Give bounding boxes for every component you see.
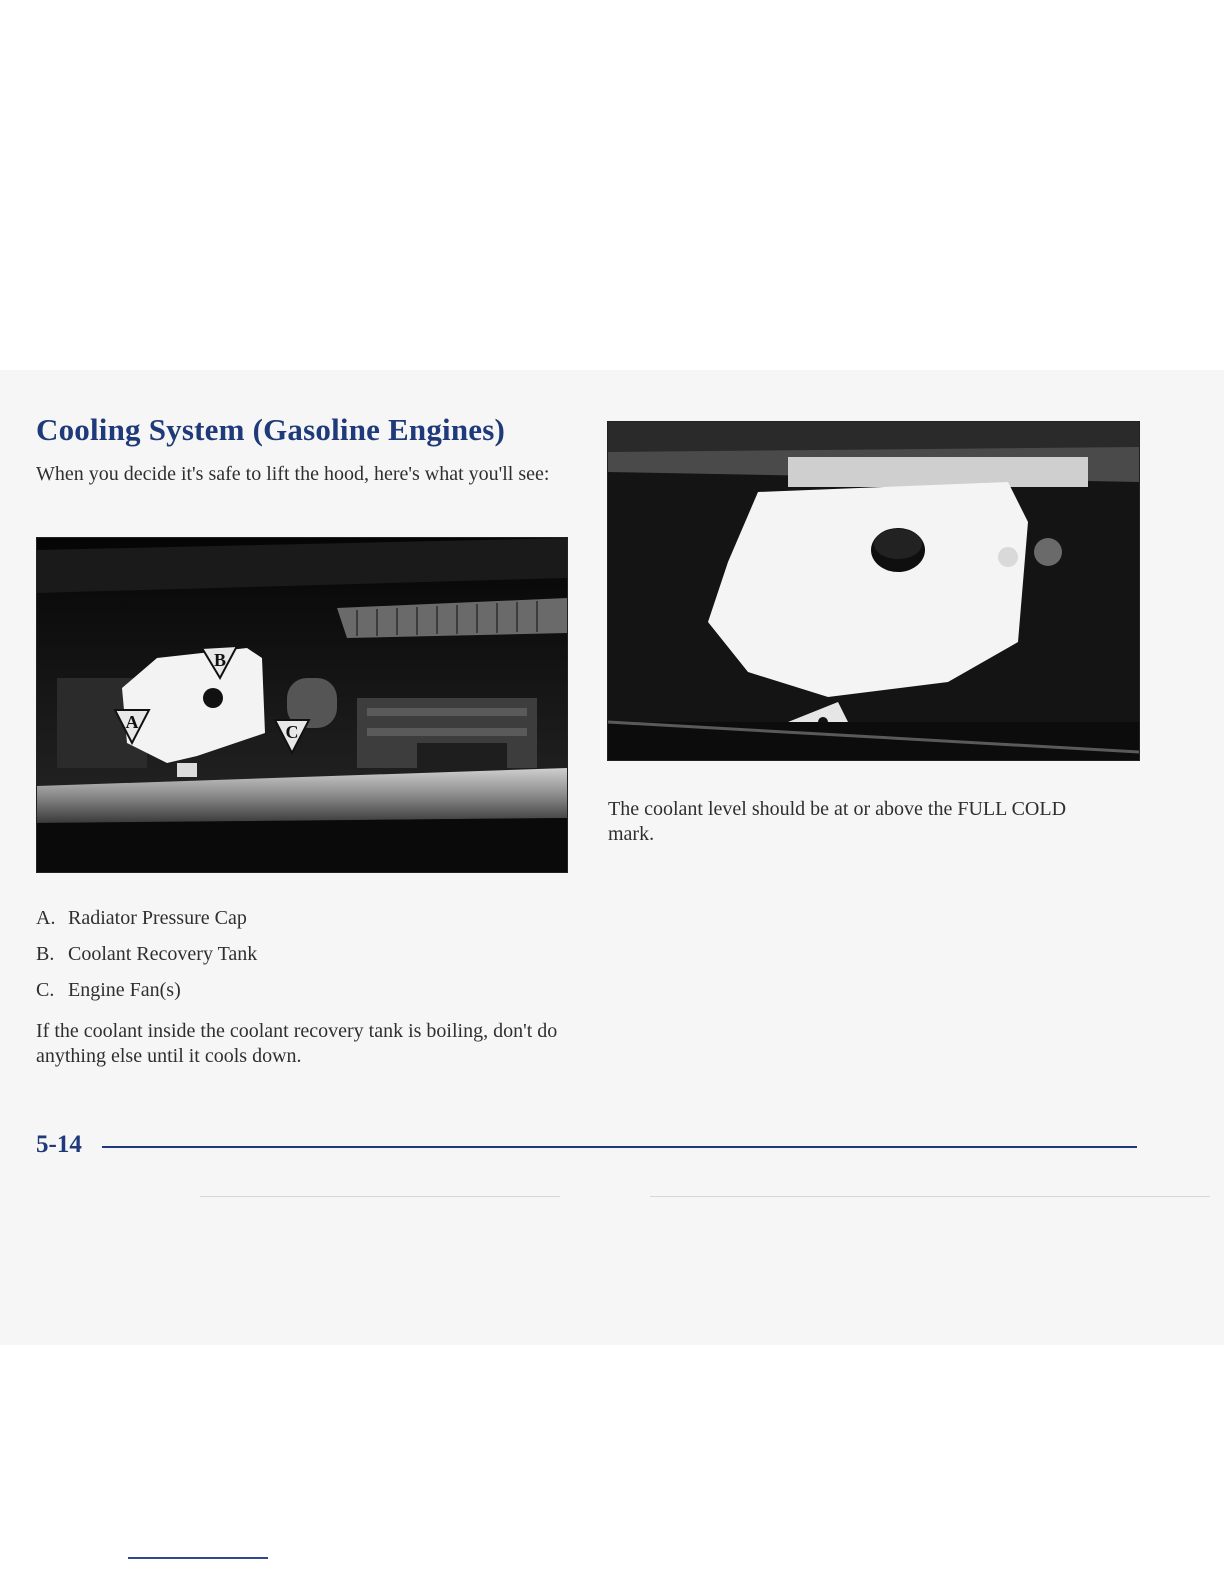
footer-rule <box>102 1146 1137 1148</box>
callout-a: A <box>125 712 139 732</box>
faint-divider <box>650 1196 1210 1197</box>
legend-label: Radiator Pressure Cap <box>68 907 247 929</box>
legend-label: Coolant Recovery Tank <box>68 943 258 965</box>
legend-label: Engine Fan(s) <box>68 979 181 1001</box>
bottom-rule <box>128 1557 268 1559</box>
coolant-level-note: The coolant level should be at or above the FULL COLD mark. <box>608 798 1067 845</box>
coolant-tank-photo <box>607 421 1140 761</box>
legend-letter: A. <box>36 907 56 929</box>
engine-compartment-photo <box>36 537 568 873</box>
boiling-warning-paragraph: If the coolant inside the coolant recovery tank is boiling, don't do anything else until it cools down. <box>36 1020 558 1067</box>
section-heading: Cooling System (Gasoline Engines) <box>36 412 506 447</box>
legend-letter: C. <box>36 979 55 1001</box>
faint-divider <box>200 1196 560 1197</box>
intro-paragraph: When you decide it's safe to lift the hood, here's what you'll see: <box>36 463 550 485</box>
callout-legend <box>36 906 257 1014</box>
legend-item-b <box>36 942 257 978</box>
legend-item-c <box>36 978 257 1014</box>
callout-b: B <box>213 650 227 670</box>
callout-c: C <box>285 722 299 742</box>
legend-letter: B. <box>36 943 55 965</box>
legend-item-a <box>36 906 257 942</box>
page-number: 5-14 <box>36 1131 82 1158</box>
